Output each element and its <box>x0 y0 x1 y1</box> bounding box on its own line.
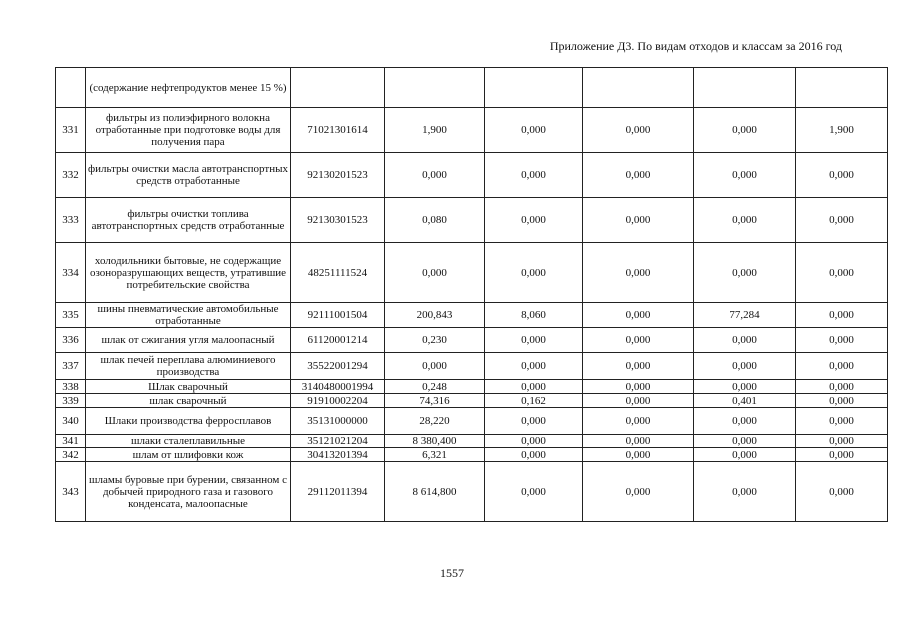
value-3-cell: 0,000 <box>583 108 694 153</box>
page-header: Приложение Д3. По видам отходов и классам за 2016 год <box>549 39 842 53</box>
row-number-cell: 339 <box>56 394 86 408</box>
value-5-cell: 0,000 <box>796 380 888 394</box>
value-5-cell: 0,000 <box>796 198 888 243</box>
value-2-cell: 0,000 <box>485 198 583 243</box>
table-row <box>56 108 888 153</box>
value-3-cell: 0,000 <box>583 435 694 448</box>
value-5-cell: 0,000 <box>796 328 888 353</box>
waste-code-cell: 61120001214 <box>291 328 385 353</box>
waste-name-cell: фильтры очистки масла автотранспортных средств отработанные <box>86 153 291 198</box>
value-3-cell <box>583 68 694 108</box>
value-2-cell: 0,000 <box>485 408 583 435</box>
value-2-cell: 0,000 <box>485 380 583 394</box>
value-1-cell: 0,248 <box>385 380 485 394</box>
waste-code-cell <box>291 68 385 108</box>
waste-name-cell: фильтры из полиэфирного волокна отработанные при подготовке воды для получения пара <box>86 108 291 153</box>
waste-name-cell: шлак печей переплава алюминиевого производства <box>86 353 291 380</box>
value-1-cell: 0,080 <box>385 198 485 243</box>
waste-table <box>55 67 888 522</box>
value-3-cell: 0,000 <box>583 243 694 303</box>
row-number-cell: 343 <box>56 462 86 522</box>
value-2-cell: 0,000 <box>485 328 583 353</box>
value-2-cell: 0,000 <box>485 353 583 380</box>
value-4-cell: 0,000 <box>694 408 796 435</box>
waste-code-cell: 35131000000 <box>291 408 385 435</box>
value-1-cell: 8 614,800 <box>385 462 485 522</box>
value-5-cell: 0,000 <box>796 243 888 303</box>
value-4-cell <box>694 68 796 108</box>
row-number-cell: 341 <box>56 435 86 448</box>
table-body <box>56 68 888 522</box>
value-1-cell <box>385 68 485 108</box>
row-number-cell: 332 <box>56 153 86 198</box>
value-5-cell: 0,000 <box>796 394 888 408</box>
value-4-cell: 77,284 <box>694 303 796 328</box>
waste-code-cell: 92130301523 <box>291 198 385 243</box>
table-row <box>56 380 888 394</box>
value-4-cell: 0,000 <box>694 462 796 522</box>
table-row <box>56 435 888 448</box>
value-3-cell: 0,000 <box>583 353 694 380</box>
waste-name-cell: шлак от сжигания угля малоопасный <box>86 328 291 353</box>
value-2-cell: 0,000 <box>485 153 583 198</box>
waste-code-cell: 48251111524 <box>291 243 385 303</box>
table-row <box>56 243 888 303</box>
value-1-cell: 0,000 <box>385 153 485 198</box>
table-row <box>56 394 888 408</box>
waste-name-cell: холодильники бытовые, не содержащие озоноразрушающих веществ, утратившие потребительские свойства <box>86 243 291 303</box>
row-number-cell <box>56 68 86 108</box>
value-1-cell: 0,000 <box>385 353 485 380</box>
value-5-cell: 0,000 <box>796 462 888 522</box>
value-4-cell: 0,000 <box>694 153 796 198</box>
value-3-cell: 0,000 <box>583 448 694 462</box>
waste-name-cell: шламы буровые при бурении, связанном с добычей природного газа и газового конденсата, малоопасные <box>86 462 291 522</box>
value-5-cell <box>796 68 888 108</box>
row-number-cell: 337 <box>56 353 86 380</box>
value-4-cell: 0,000 <box>694 243 796 303</box>
table-row <box>56 448 888 462</box>
waste-name-cell: шлак сварочный <box>86 394 291 408</box>
row-number-cell: 333 <box>56 198 86 243</box>
table-row <box>56 353 888 380</box>
value-1-cell: 6,321 <box>385 448 485 462</box>
value-2-cell: 0,000 <box>485 108 583 153</box>
value-5-cell: 0,000 <box>796 353 888 380</box>
value-2-cell: 0,000 <box>485 448 583 462</box>
waste-code-cell: 30413201394 <box>291 448 385 462</box>
value-2-cell: 0,000 <box>485 462 583 522</box>
value-4-cell: 0,000 <box>694 380 796 394</box>
table-row <box>56 328 888 353</box>
value-2-cell: 0,000 <box>485 435 583 448</box>
value-2-cell: 0,000 <box>485 243 583 303</box>
value-4-cell: 0,000 <box>694 108 796 153</box>
row-number-cell: 336 <box>56 328 86 353</box>
value-2-cell: 0,162 <box>485 394 583 408</box>
value-1-cell: 8 380,400 <box>385 435 485 448</box>
table-row <box>56 408 888 435</box>
waste-code-cell: 29112011394 <box>291 462 385 522</box>
value-3-cell: 0,000 <box>583 394 694 408</box>
value-1-cell: 0,230 <box>385 328 485 353</box>
value-5-cell: 1,900 <box>796 108 888 153</box>
value-4-cell: 0,000 <box>694 198 796 243</box>
value-5-cell: 0,000 <box>796 435 888 448</box>
waste-name-cell: шины пневматические автомобильные отработанные <box>86 303 291 328</box>
value-3-cell: 0,000 <box>583 153 694 198</box>
value-5-cell: 0,000 <box>796 153 888 198</box>
table-row <box>56 303 888 328</box>
waste-code-cell: 91910002204 <box>291 394 385 408</box>
waste-name-cell: фильтры очистки топлива автотранспортных средств отработанные <box>86 198 291 243</box>
value-3-cell: 0,000 <box>583 408 694 435</box>
waste-name-cell: Шлаки производства ферросплавов <box>86 408 291 435</box>
waste-name-cell: шлаки сталеплавильные <box>86 435 291 448</box>
value-3-cell: 0,000 <box>583 328 694 353</box>
value-4-cell: 0,000 <box>694 328 796 353</box>
value-1-cell: 200,843 <box>385 303 485 328</box>
value-4-cell: 0,000 <box>694 353 796 380</box>
value-5-cell: 0,000 <box>796 303 888 328</box>
waste-code-cell: 92130201523 <box>291 153 385 198</box>
table-row <box>56 153 888 198</box>
table-row <box>56 68 888 108</box>
value-4-cell: 0,401 <box>694 394 796 408</box>
row-number-cell: 342 <box>56 448 86 462</box>
waste-code-cell: 35121021204 <box>291 435 385 448</box>
value-3-cell: 0,000 <box>583 198 694 243</box>
table-row <box>56 462 888 522</box>
value-1-cell: 0,000 <box>385 243 485 303</box>
row-number-cell: 340 <box>56 408 86 435</box>
value-5-cell: 0,000 <box>796 448 888 462</box>
value-1-cell: 74,316 <box>385 394 485 408</box>
row-number-cell: 331 <box>56 108 86 153</box>
value-2-cell: 8,060 <box>485 303 583 328</box>
row-number-cell: 338 <box>56 380 86 394</box>
value-3-cell: 0,000 <box>583 462 694 522</box>
value-5-cell: 0,000 <box>796 408 888 435</box>
table-row <box>56 198 888 243</box>
value-4-cell: 0,000 <box>694 448 796 462</box>
value-1-cell: 28,220 <box>385 408 485 435</box>
waste-name-cell: (содержание нефтепродуктов менее 15 %) <box>86 68 291 108</box>
row-number-cell: 335 <box>56 303 86 328</box>
page-number: 1557 <box>440 566 464 580</box>
waste-name-cell: шлам от шлифовки кож <box>86 448 291 462</box>
waste-code-cell: 35522001294 <box>291 353 385 380</box>
waste-code-cell: 92111001504 <box>291 303 385 328</box>
value-2-cell <box>485 68 583 108</box>
waste-code-cell: 71021301614 <box>291 108 385 153</box>
waste-name-cell: Шлак сварочный <box>86 380 291 394</box>
value-1-cell: 1,900 <box>385 108 485 153</box>
value-3-cell: 0,000 <box>583 303 694 328</box>
row-number-cell: 334 <box>56 243 86 303</box>
waste-code-cell: 3140480001994 <box>291 380 385 394</box>
value-4-cell: 0,000 <box>694 435 796 448</box>
value-3-cell: 0,000 <box>583 380 694 394</box>
